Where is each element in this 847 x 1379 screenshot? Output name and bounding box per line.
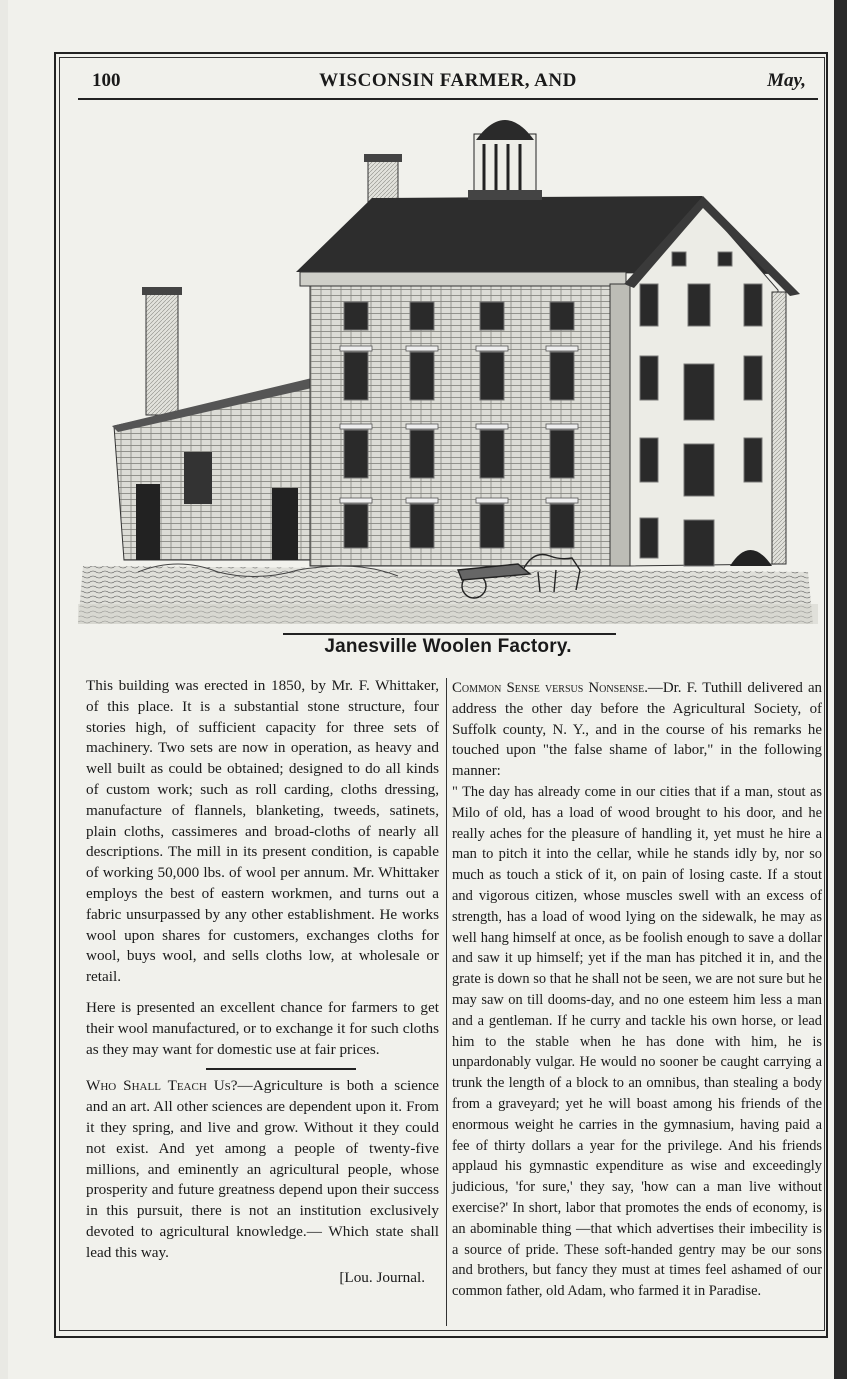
column-rule <box>446 678 447 1326</box>
common-sense-intro-text: —Dr. F. Tuthill delivered an address the other day before the Agricultural Society, of Suffolk county, N. Y., and in the course of his remarks he touched upon "the false shame of labor," in the following manner: <box>452 680 822 780</box>
caption-rule <box>283 633 616 635</box>
page-binding-edge <box>834 0 847 1379</box>
factory-engraving <box>78 104 818 624</box>
left-column <box>86 676 439 1288</box>
common-sense-intro <box>452 678 822 782</box>
cupola <box>468 120 542 200</box>
who-shall-teach-heading: Who Shall Teach Us? <box>86 1077 238 1095</box>
common-sense-quote: " The day has already come in our cities that if a man, stout as Milo of old, has a load of wood brought to his door, and he really aches for the pleasure of handling it, yet must he hire a man to pitch it into the cellar, while he stands idly by, nor so much as touch a stick of it, on pain of losing caste. If a stout and vigorous citizen, whose muscles swell with an excess of strength, has a load of wood lying on the sidewalk, he may as well hang himself at once, as be foolish enough to save a dollar and saw it up himself; yet if the man has pitched it in, and the grate is down so that he shall not be seen, we are not sure but he may saw on till dooms-day, and no one esteem him less a man and a gentleman. If he curry and tackle his own horse, or lead him to the stable when he has done with him, he is unpardonably vulgar. He would no sooner be caught carrying a trunk the length of a block to an omnibus, than stealing a body from a graveyard; yet he will boast among his friends of the enormous weight he carries in the gymnasium, having paid a fee of thirty dollars a year for the privilege. And his friends applaud his gymnastic expenditure as wise and exceedingly judicious, 'for sure,' they say, 'how can a man live without exercise?' In short, labor that promotes the ends of economy, is an abominable thing —that which advertises their imbecility is a source of pride. These soft-handed gentry may be our sons and brothers, but fancy they must at times feel ashamed of our common father, old Adam, who farmed it in Paradise. <box>452 783 822 1300</box>
who-shall-teach-body: —Agriculture is both a science and an art. All other sciences are dependent upon it. From it they spring, and live and grow. Without it they could not exist. And yet among a people of twenty-five millions, and eminently an agricultural people, whose prosperity and future greatness depend upon their success in this pursuit, there is not an institution exclusively devoted to agricultural knowledge.— Which state shall lead this way. <box>86 1077 439 1261</box>
common-sense-heading: Common Sense versus Nonsense. <box>452 680 648 696</box>
issue-month: May, <box>767 70 806 91</box>
source-signature: [Lou. Journal. <box>339 1268 425 1286</box>
right-column <box>452 678 822 1302</box>
running-head: WISCONSIN FARMER, AND <box>319 70 577 91</box>
page-header <box>78 64 818 100</box>
annex-building <box>112 287 312 560</box>
who-shall-teach-article <box>86 1076 439 1263</box>
illustration-caption: Janesville Woolen Factory. <box>324 636 572 657</box>
page-number: 100 <box>92 70 121 91</box>
section-divider <box>206 1068 356 1070</box>
article-paragraph-2: Here is presented an excellent chance for farmers to get their wool manufactured, or to exchange it for such cloths as they may want for domestic use at fair prices. <box>86 998 439 1058</box>
article-paragraph-1: This building was erected in 1850, by Mr. F. Whittaker, of this place. It is a substantial stone structure, four stories high, of sufficient capacity for three sets of machinery. Two sets are now in operation, as heavy and well built as could be obtained; designed to do all kinds of custom work; such as roll carding, cloths dressing, manufacture of flannels, blanketing, tweeds, satinets, plain cloths, cassimeres and broad-cloths of nearly all descriptions. The mill in its present condition, is capable of working 50,000 lbs. of wool per annum. Mr. Whittaker employs the best of eastern workmen, and turns out a fabric unsurpassed by any other establishment. He works wool upon shares for customers, exchanges cloths for wool, buys wool, and sells cloths low, at wholesale or retail. <box>86 677 439 986</box>
